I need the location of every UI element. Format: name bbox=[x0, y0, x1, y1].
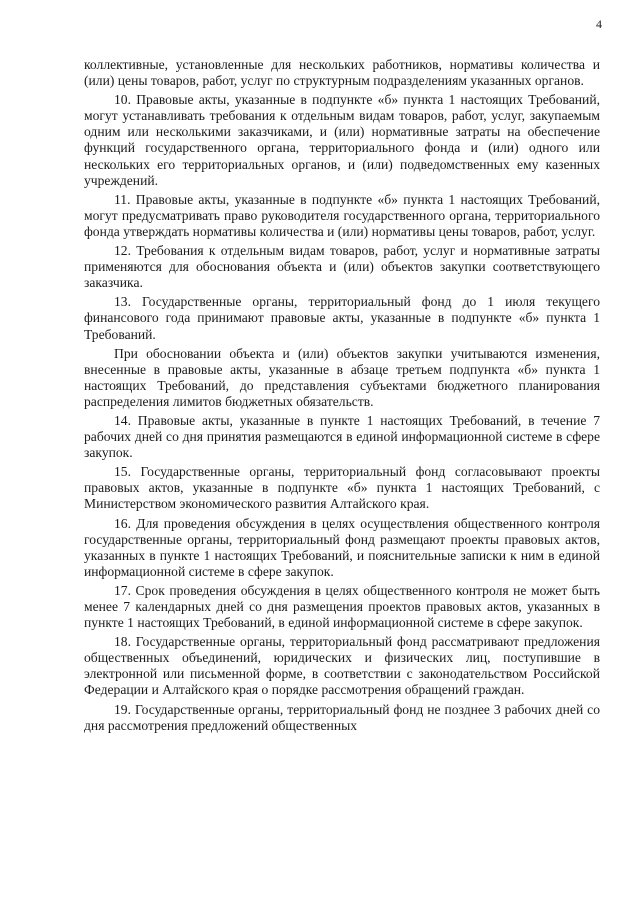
paragraph-19: 19. Государственные органы, территориальный фонд не позднее 3 рабочих дней со дня рассмотрения предложений общественных bbox=[84, 701, 600, 733]
paragraph-10: 10. Правовые акты, указанные в подпункте «б» пункта 1 настоящих Требований, могут устанавливать требования к отдельным видам товаров, работ, услуг, закупаемым одним или несколькими заказчиками, и (или) нормативные затраты на обеспечение функций государственного органа, территориального фонда и (или) одного или нескольких его территориальных органов, и (или) подведомственных ему казенных учреждений. bbox=[84, 92, 600, 188]
paragraph-11: 11. Правовые акты, указанные в подпункте «б» пункта 1 настоящих Требований, могут предусматривать право руководителя государственного органа, территориального фонда утверждать нормативы количества и (или) нормативы цены товаров, работ, услуг. bbox=[84, 191, 600, 239]
document-body bbox=[84, 57, 600, 734]
paragraph-15: 15. Государственные органы, территориальный фонд согласовывают проекты правовых актов, указанные в подпункте «б» пункта 1 настоящих Требований, с Министерством экономического развития Алтайского края. bbox=[84, 464, 600, 512]
paragraph-18: 18. Государственные органы, территориальный фонд рассматривают предложения общественных объединений, юридических и физических лиц, поступившие в электронной или письменной форме, в соответствии с законодательством Российской Федерации и Алтайского края о порядке рассмотрения обращений граждан. bbox=[84, 634, 600, 698]
paragraph-13: 13. Государственные органы, территориальный фонд до 1 июля текущего финансового года принимают правовые акты, указанные в подпункте «б» пункта 1 Требований. bbox=[84, 294, 600, 342]
paragraph-12: 12. Требования к отдельным видам товаров, работ, услуг и нормативные затраты применяются для обоснования объекта и (или) объектов закупки соответствующего заказчика. bbox=[84, 243, 600, 291]
paragraph-13-note: При обосновании объекта и (или) объектов закупки учитываются изменения, внесенные в правовые акты, указанные в абзаце третьем подпункта «б» пункта 1 настоящих Требований, до представления субъектами бюджетного планирования распределения лимитов бюджетных обязательств. bbox=[84, 345, 600, 409]
paragraph-16: 16. Для проведения обсуждения в целях осуществления общественного контроля государственные органы, территориальный фонд размещают проекты правовых актов, указанных в пункте 1 настоящих Требований, и пояснительные записки к ним в единой информационной системе в сфере закупок. bbox=[84, 515, 600, 579]
paragraph-continuation: коллективные, установленные для нескольких работников, нормативы количества и (или) цены товаров, работ, услуг по структурным подразделениям указанных органов. bbox=[84, 57, 600, 89]
paragraph-14: 14. Правовые акты, указанные в пункте 1 настоящих Требований, в течение 7 рабочих дней со дня принятия размещаются в единой информационной системе в сфере закупок. bbox=[84, 412, 600, 461]
paragraph-17: 17. Срок проведения обсуждения в целях общественного контроля не может быть менее 7 календарных дней со дня размещения проектов правовых актов, указанных в пункте 1 настоящих Требований, в единой информационной системе в сфере закупок. bbox=[84, 582, 600, 631]
page-number: 4 bbox=[596, 17, 602, 31]
